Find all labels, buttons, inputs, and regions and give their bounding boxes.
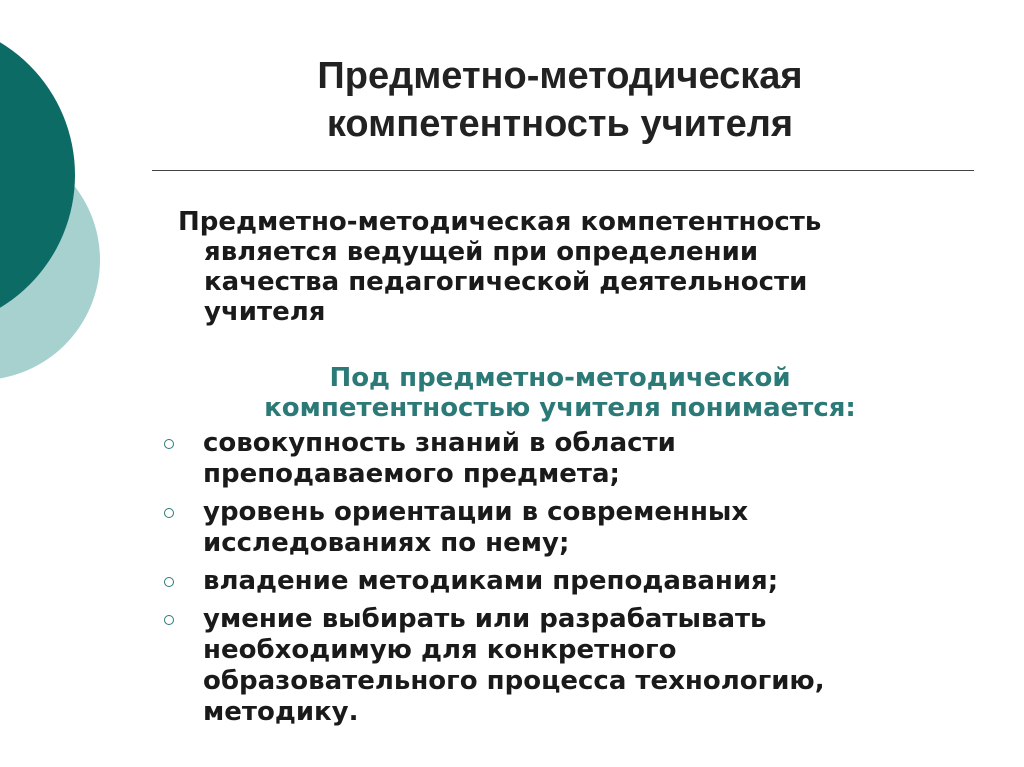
hollow-circle-icon: [164, 615, 174, 625]
list-item: [158, 497, 978, 559]
list-item-line: образовательного процесса технологию,: [203, 666, 825, 696]
intro-line-2: является ведущей при определении: [204, 237, 759, 267]
title-divider: [152, 170, 974, 171]
definition-line-2: компетентностью учителя понимается:: [264, 393, 856, 423]
hollow-circle-icon: [164, 577, 174, 587]
slide-title: [200, 52, 920, 148]
list-item-line: умение выбирать или разрабатывать: [203, 604, 767, 634]
list-item-line: совокупность знаний в области: [203, 428, 676, 458]
intro-line-4: учителя: [204, 297, 326, 327]
definition-heading: [190, 363, 930, 423]
list-item: [158, 604, 978, 728]
list-item-line: необходимую для конкретного: [203, 635, 677, 665]
list-item-line: преподаваемого предмета;: [203, 459, 620, 489]
hollow-circle-icon: [164, 439, 174, 449]
list-item: [158, 428, 978, 490]
intro-paragraph: [178, 207, 958, 327]
list-item-line: владение методиками преподавания;: [203, 566, 779, 596]
slide-title-line-1: Предметно-методическая: [317, 55, 803, 97]
decorative-circles: [0, 0, 140, 420]
definition-line-1: Под предметно-методической: [329, 363, 791, 393]
intro-line-1: Предметно-методическая компетентность: [178, 207, 822, 237]
list-item-line: исследованиях по нему;: [203, 528, 570, 558]
intro-line-3: качества педагогической деятельности: [204, 267, 808, 297]
hollow-circle-icon: [164, 508, 174, 518]
list-item-line: методику.: [203, 697, 359, 727]
slide-title-line-2: компетентность учителя: [326, 103, 794, 145]
list-item: [158, 566, 978, 597]
competence-list: [158, 428, 978, 735]
list-item-line: уровень ориентации в современных: [203, 497, 749, 527]
